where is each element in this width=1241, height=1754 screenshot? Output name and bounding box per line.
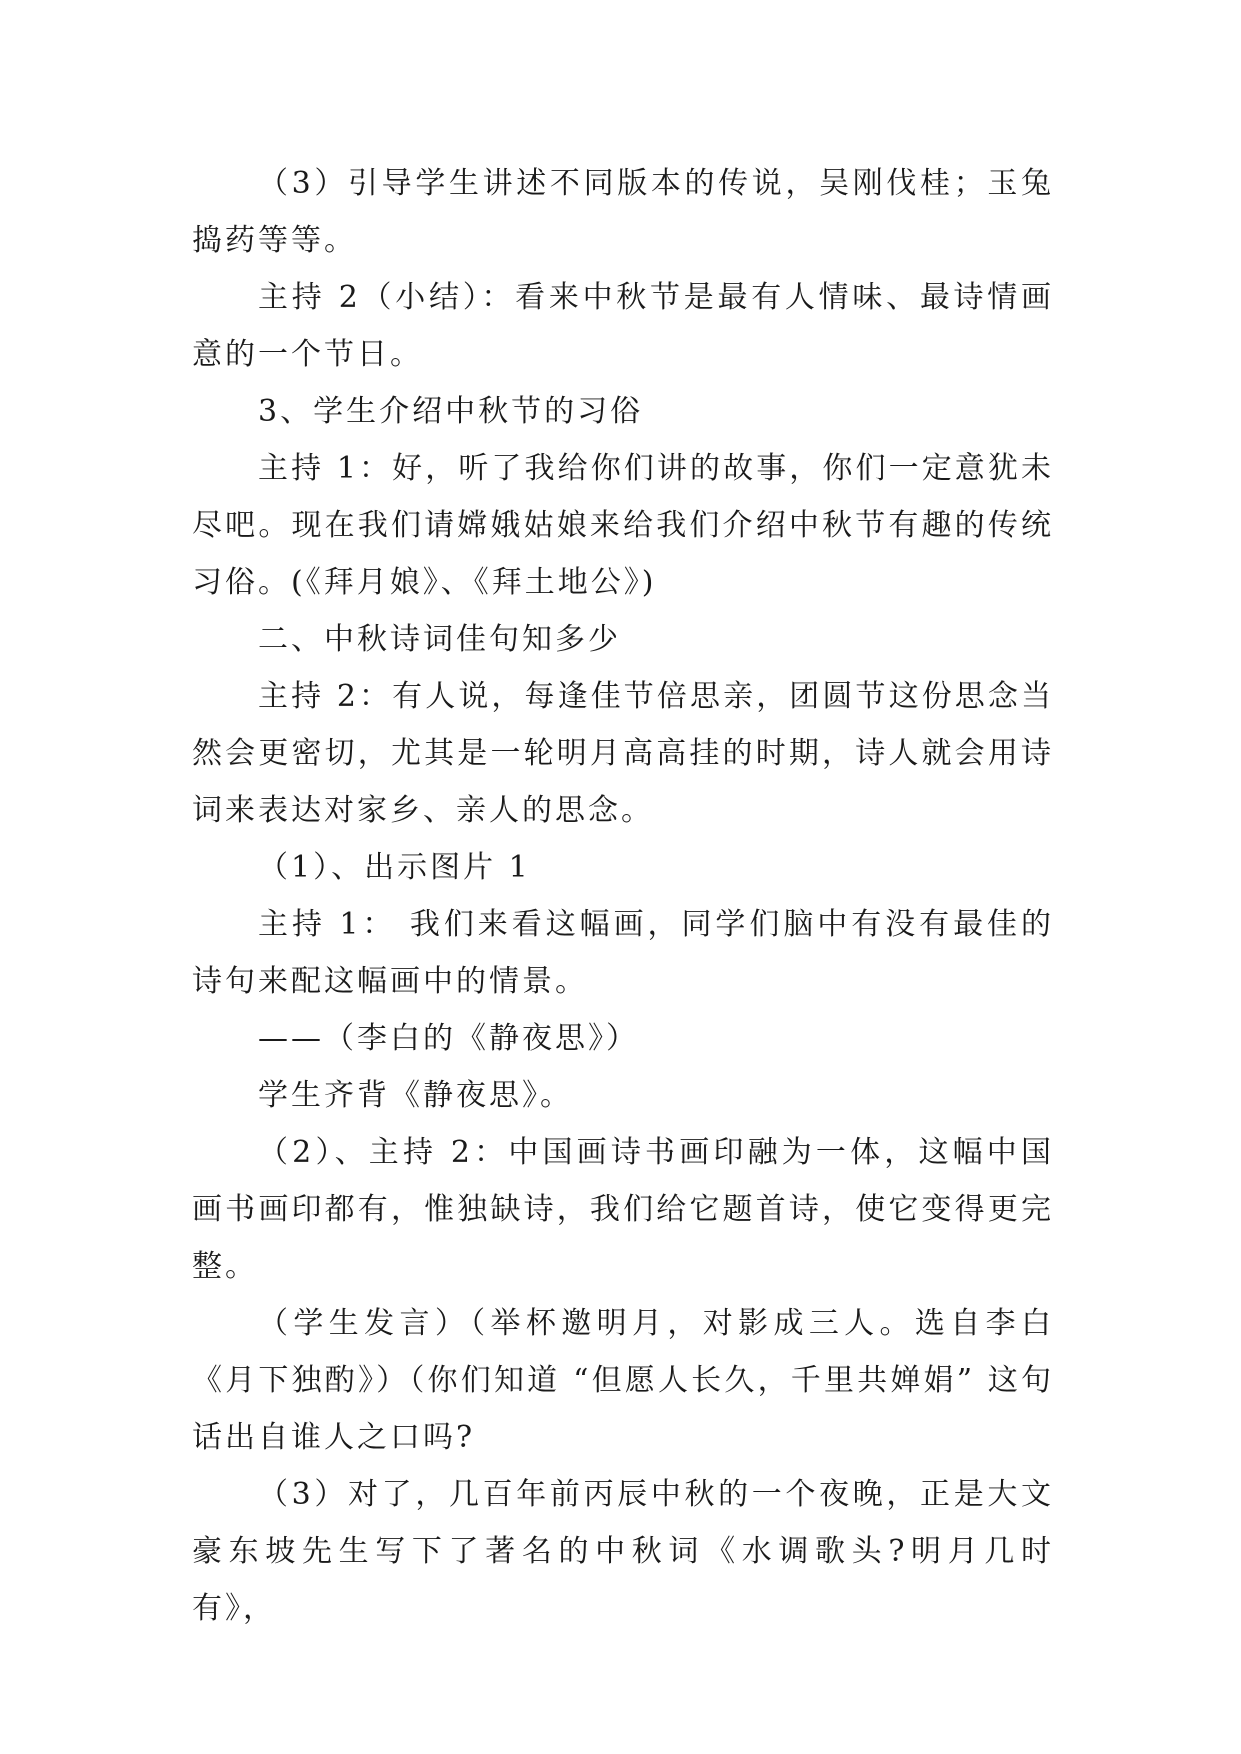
paragraph-host1-picture: 主持 1： 我们来看这幅画，同学们脑中有没有最佳的诗句来配这幅画中的情景。 (192, 907, 1054, 999)
paragraph-libai-poem: ——（李白的《静夜思》） (258, 1021, 639, 1056)
paragraph-legend-versions: （3）引导学生讲述不同版本的传说，吴刚伐桂；玉兔捣药等等。 (192, 166, 1054, 258)
paragraph-host1-customs: 主持 1：好，听了我给你们讲的故事，你们一定意犹未尽吧。现在我们请嫦娥姑娘来给我们介绍中秋节有趣的传统习俗。(《拜月娘》、《拜土地公》) (192, 451, 1054, 600)
paragraph-section-poems: 二、中秋诗词佳句知多少 (258, 622, 621, 657)
paragraph-show-picture-1: （1）、出示图片 1 (258, 850, 531, 885)
paragraph-recite: 学生齐背《静夜思》。 (258, 1078, 573, 1113)
paragraph-host2-poems: 主持 2：有人说，每逢佳节倍思亲，团圆节这份思念当然会更密切，尤其是一轮明月高高挂的时期，诗人就会用诗词来表达对家乡、亲人的思念。 (192, 679, 1054, 828)
paragraph-dongpo: （3）对了，几百年前丙辰中秋的一个夜晚，正是大文豪东坡先生写下了著名的中秋词《水调歌头?明月几时有》， (192, 1477, 1054, 1626)
paragraph-host2-painting: （2）、主持 2：中国画诗书画印融为一体，这幅中国画书画印都有，惟独缺诗，我们给它题首诗，使它变得更完整。 (192, 1135, 1054, 1284)
paragraph-student-speech: （学生发言）（举杯邀明月，对影成三人。选自李白《月下独酌》）（你们知道 “但愿人长久，千里共婵娟” 这句话出自谁人之口吗? (192, 1306, 1054, 1455)
paragraph-host2-summary: 主持 2（小结）：看来中秋节是最有人情味、最诗情画意的一个节日。 (192, 280, 1054, 372)
document-body (192, 155, 1054, 1637)
paragraph-section-customs: 3、学生介绍中秋节的习俗 (258, 394, 644, 429)
